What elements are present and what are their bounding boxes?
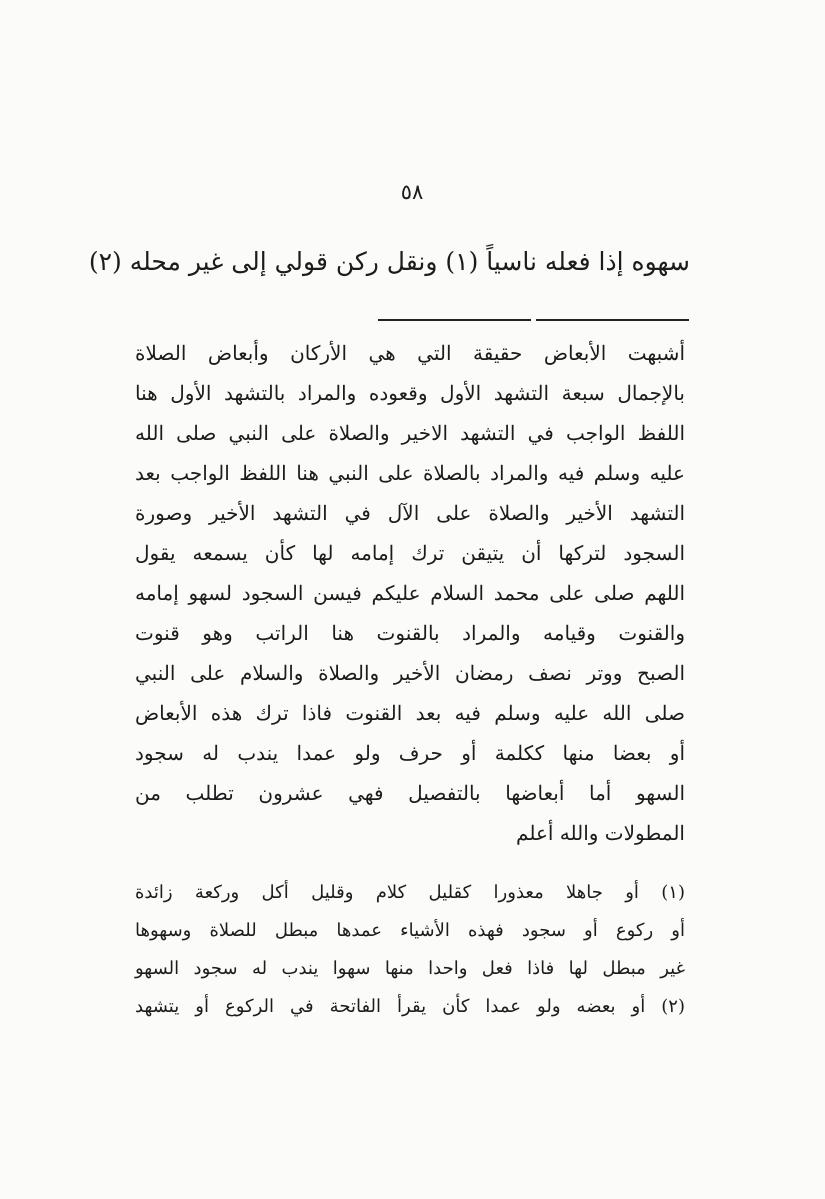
commentary-line: أو بعضا منها ككلمة أو حرف ولو عمدا يندب له سجود: [135, 741, 685, 765]
commentary-line: صلى الله عليه وسلم فيه بعد القنوت فاذا ترك هذه الأبعاض: [135, 701, 685, 725]
commentary-line: عليه وسلم فيه والمراد بالصلاة على النبي هنا اللفظ الواجب بعد: [135, 461, 685, 485]
commentary-block: [135, 333, 685, 853]
commentary-line: السجود لتركها أن يتيقن ترك إمامه لها كأن يسمعه يقول: [135, 541, 685, 565]
footnote-line: أو ركوع أو سجود فهذه الأشياء عمدها مبطل للصلاة وسهوها: [135, 920, 685, 941]
divider-rule-left: [378, 319, 531, 321]
commentary-line: والقنوت وقيامه والمراد بالقنوت هنا الراتب وهو قنوت: [135, 621, 685, 645]
footnote-line: (٢) أو بعضه ولو عمدا كأن يقرأ الفاتحة في الركوع أو يتشهد: [135, 996, 685, 1017]
commentary-line: الصبح ووتر نصف رمضان الأخير والصلاة والسلام على النبي: [135, 661, 685, 685]
footnote-line: (١) أو جاهلا معذورا كقليل كلام وقليل أكل وركعة زائدة: [135, 882, 685, 903]
commentary-line: اللفظ الواجب في التشهد الاخير والصلاة على النبي صلى الله: [135, 421, 685, 445]
commentary-line: اللهم صلى على محمد السلام عليكم فيسن السجود لسهو إمامه: [135, 581, 685, 605]
footnote-line: غير مبطل لها فاذا فعل واحدا منها سهوا يندب له سجود السهو: [135, 958, 685, 979]
commentary-line: السهو أما أبعاضها بالتفصيل فهي عشرون تطلب من: [135, 781, 685, 805]
commentary-line: بالإجمال سبعة التشهد الأول وقعوده والمراد بالتشهد الأول هنا: [135, 381, 685, 405]
page-number: ٥٨: [400, 180, 424, 204]
footnotes-block: [135, 874, 685, 1026]
divider-rule-right: [536, 319, 689, 321]
commentary-line: التشهد الأخير والصلاة على الآل في التشهد الأخير وصورة: [135, 501, 685, 525]
commentary-line: أشبهت الأبعاض حقيقة التي هي الأركان وأبعاض الصلاة: [135, 341, 685, 365]
main-text-line: سهوه إذا فعله ناسياً (١) ونقل ركن قولي إلى غير محله (٢): [88, 247, 690, 276]
commentary-line: المطولات والله أعلم: [516, 821, 685, 845]
